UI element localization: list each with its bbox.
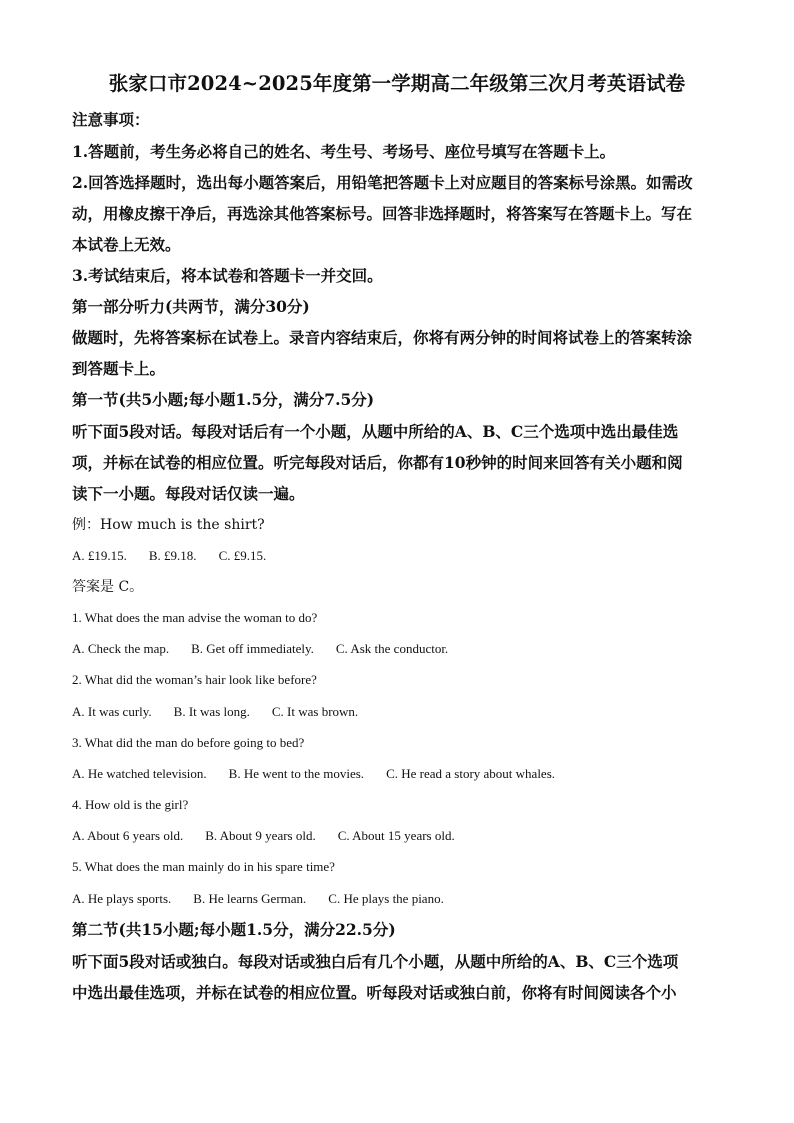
example-answer: 答案是 C。 <box>72 579 144 595</box>
q4-option-b: B. About 9 years old. <box>205 828 316 843</box>
notice-heading: 注意事项： <box>72 110 150 129</box>
q2-option-c: C. It was brown. <box>271 704 359 719</box>
example-options <box>72 548 266 564</box>
q5-option-a: A. He plays sports. <box>72 891 172 906</box>
notice-item-1: 1.答题前，考生务必将自己的姓名、考生号、考场号、座位号填写在答题卡上。 <box>72 142 616 161</box>
question-4-options <box>72 828 455 844</box>
section2-instruction-line-1: 听下面5段对话或独白。每段对话或独白后有几个小题，从题中所给的A、B、C三个选项 <box>72 952 679 971</box>
question-3-options <box>72 766 555 782</box>
example-option-b: B. £9.18. <box>148 548 197 563</box>
part1-heading: 第一部分听力(共两节，满分30分) <box>72 297 310 316</box>
example-option-c: C. £9.15. <box>218 548 267 563</box>
notice-item-2: 2.回答选择题时，选出每小题答案后，用铅笔把答题卡上对应题目的答案标号涂黑。如需改 <box>72 173 693 192</box>
section1-heading: 第一节(共5小题;每小题1.5分，满分7.5分) <box>72 390 375 409</box>
q5-option-b: B. He learns German. <box>193 891 307 906</box>
section2-instruction-line-2: 中选出最佳选项，并标在试卷的相应位置。听每段对话或独白前，你将有时间阅读各个小 <box>72 983 677 1002</box>
part1-instruction-line-2: 到答题卡上。 <box>72 359 166 378</box>
q1-option-a: A. Check the map. <box>72 641 170 656</box>
notice-item-2-cont: 动，用橡皮擦干净后，再选涂其他答案标号。回答非选择题时，将答案写在答题卡上。写在 <box>72 204 693 223</box>
notice-item-3: 3.考试结束后，将本试卷和答题卡一并交回。 <box>72 266 383 285</box>
question-5-options <box>72 891 444 907</box>
notice-item-2-end: 本试卷上无效。 <box>72 235 181 254</box>
q2-option-b: B. It was long. <box>173 704 250 719</box>
question-3: 3. What did the man do before going to bed? <box>72 735 305 750</box>
part1-instruction-line-1: 做题时，先将答案标在试卷上。录音内容结束后，你将有两分钟的时间将试卷上的答案转涂 <box>72 328 693 347</box>
q4-option-a: A. About 6 years old. <box>72 828 184 843</box>
q3-option-b: B. He went to the movies. <box>228 766 365 781</box>
section1-instruction-line-1: 听下面5段对话。每段对话后有一个小题，从题中所给的A、B、C三个选项中选出最佳选 <box>72 422 679 441</box>
question-5: 5. What does the man mainly do in his spare time? <box>72 859 335 874</box>
section1-instruction-line-3: 读下一小题。每段对话仅读一遍。 <box>72 484 305 503</box>
question-1: 1. What does the man advise the woman to do? <box>72 610 318 625</box>
q1-option-c: C. Ask the conductor. <box>335 641 449 656</box>
section2-heading: 第二节(共15小题;每小题1.5分，满分22.5分) <box>72 920 396 939</box>
question-4: 4. How old is the girl? <box>72 797 189 812</box>
question-2: 2. What did the woman’s hair look like before? <box>72 672 317 687</box>
q1-option-b: B. Get off immediately. <box>191 641 314 656</box>
q4-option-c: C. About 15 years old. <box>337 828 455 843</box>
section1-instruction-line-2: 项，并标在试卷的相应位置。听完每段对话后，你都有10秒钟的时间来回答有关小题和阅 <box>72 453 683 472</box>
q2-option-a: A. It was curly. <box>72 704 152 719</box>
q3-option-a: A. He watched television. <box>72 766 207 781</box>
page-title: 张家口市2024~2025年度第一学期高二年级第三次月考英语试卷 <box>108 72 686 95</box>
example-question: 例：How much is the shirt? <box>72 517 265 533</box>
question-2-options <box>72 704 358 720</box>
example-option-a: A. £19.15. <box>72 548 127 563</box>
q3-option-c: C. He read a story about whales. <box>386 766 556 781</box>
question-1-options <box>72 641 448 657</box>
q5-option-c: C. He plays the piano. <box>328 891 444 906</box>
